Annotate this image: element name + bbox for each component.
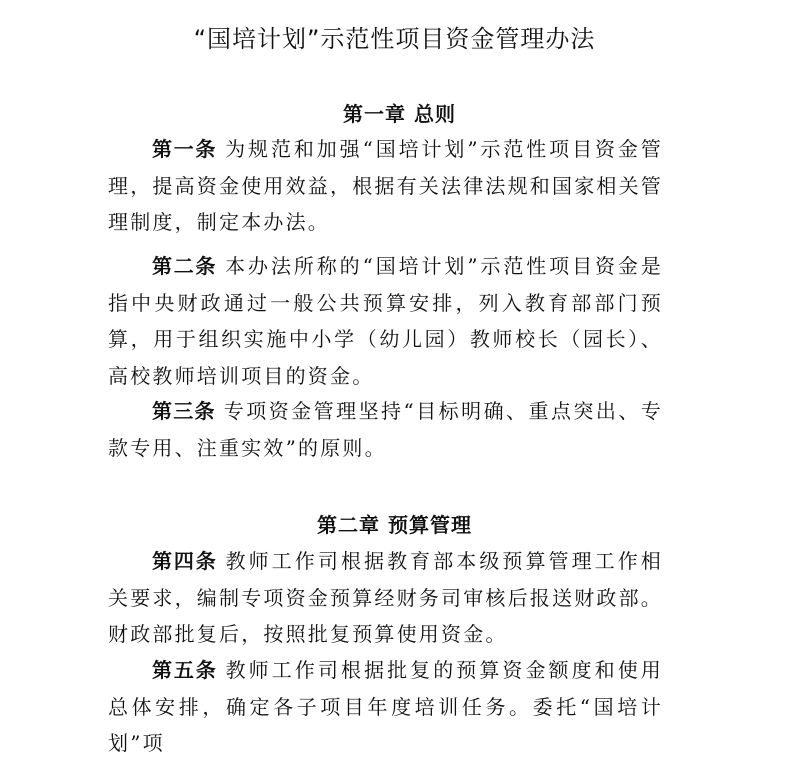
article-number: 第三条 (152, 399, 216, 423)
article-number: 第四条 (152, 549, 218, 573)
article-number: 第一条 (152, 137, 218, 161)
article-number: 第二条 (152, 254, 218, 278)
article-number: 第五条 (152, 658, 218, 682)
article-text: 教师工作司根据教育部本级预算管理工作相关要求，编制专项资金预算经财务司审核后报送财政部。财政部批复后，按照批复预算使用资金。 (108, 549, 663, 646)
article-text: 专项资金管理坚持“目标明确、重点突出、专款专用、注重实效”的原则。 (108, 399, 664, 460)
article-2 (108, 248, 663, 394)
article-text: 为规范和加强“国培计划”示范性项目资金管理，提高资金使用效益，根据有关法律法规和国家相关管理制度，制定本办法。 (108, 137, 664, 234)
chapter-heading-2: 第二章 预算管理 (317, 513, 472, 537)
article-text: 本办法所称的“国培计划”示范性项目资金是指中央财政通过一般公共预算安排，列入教育部部门预算，用于组织实施中小学（幼儿园）教师校长（园长）、高校教师培训项目的资金。 (108, 254, 664, 388)
article-1 (108, 131, 663, 241)
article-4 (108, 543, 663, 653)
document-title: “国培计划”示范性项目资金管理办法 (193, 25, 596, 53)
article-3 (108, 393, 663, 466)
chapter-heading-1: 第一章 总则 (343, 102, 456, 126)
article-text: 教师工作司根据批复的预算资金额度和使用总体安排，确定各子项目年度培训任务。委托“国培计划”项 (108, 658, 663, 755)
article-5 (108, 652, 663, 762)
